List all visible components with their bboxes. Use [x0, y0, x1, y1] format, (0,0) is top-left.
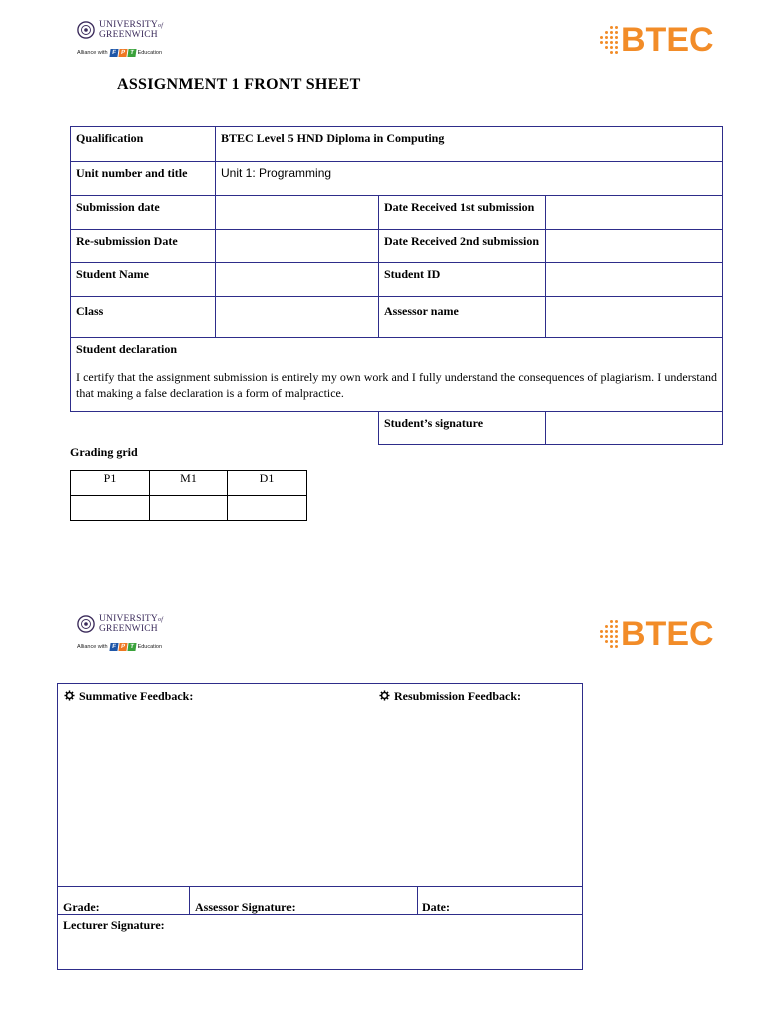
divider: [417, 886, 418, 914]
summative-feedback-area[interactable]: [64, 710, 364, 885]
divider: [58, 886, 582, 887]
gear-icon: [64, 690, 75, 701]
btec-logo-2: [600, 617, 714, 651]
class-label: Class: [71, 297, 216, 338]
resubmission-feedback-label: Resubmission Feedback:: [394, 689, 522, 703]
btec-wordmark: BTEC: [621, 615, 714, 653]
summative-feedback-heading: [64, 689, 193, 704]
university-logo: [77, 21, 163, 57]
date-received-2-label: Date Received 2nd submission: [379, 230, 546, 263]
alliance-line: Alliance with F P T Education: [77, 644, 163, 650]
class-field[interactable]: [216, 297, 379, 338]
fpt-logo: F P T: [110, 643, 136, 651]
grading-grid-title: Grading grid: [70, 445, 138, 459]
resubmission-date-label: Re-submission Date: [71, 230, 216, 263]
grade-cell-d1[interactable]: [228, 496, 307, 521]
grade-cell-p1[interactable]: [71, 496, 150, 521]
alliance-line: Alliance with F P T Education: [77, 50, 163, 56]
feedback-box: [57, 683, 583, 970]
gear-icon: [379, 690, 390, 701]
summative-feedback-label: Summative Feedback:: [79, 689, 194, 703]
student-id-field[interactable]: [546, 263, 723, 297]
university-crest-icon: [77, 615, 95, 633]
university-logo-2: [77, 615, 163, 651]
btec-dots-icon: [600, 26, 619, 55]
university-name: UNIVERSITYof GREENWICH: [99, 614, 164, 634]
divider: [189, 886, 190, 914]
qualification-label: Qualification: [71, 127, 216, 162]
signature-field[interactable]: [546, 412, 723, 445]
date-received-2-field[interactable]: [546, 230, 723, 263]
grade-header-p1: P1: [71, 471, 150, 496]
page-title: ASSIGNMENT 1 FRONT SHEET: [117, 76, 361, 93]
submission-date-field[interactable]: [216, 196, 379, 230]
grade-label: Grade:: [63, 900, 100, 914]
resubmission-date-field[interactable]: [216, 230, 379, 263]
student-name-field[interactable]: [216, 263, 379, 297]
assessor-signature-label: Assessor Signature:: [195, 900, 296, 914]
student-id-label: Student ID: [379, 263, 546, 297]
btec-wordmark: BTEC: [621, 21, 714, 59]
grade-cell-m1[interactable]: [150, 496, 228, 521]
submission-date-label: Submission date: [71, 196, 216, 230]
grade-header-m1: M1: [150, 471, 228, 496]
date-received-1-field[interactable]: [546, 196, 723, 230]
signature-label: Student’s signature: [379, 412, 546, 445]
grade-header-d1: D1: [228, 471, 307, 496]
divider: [58, 914, 582, 915]
resubmission-feedback-area[interactable]: [379, 710, 574, 885]
btec-dots-icon: [600, 620, 619, 649]
university-name: UNIVERSITYof GREENWICH: [99, 20, 164, 40]
unit-label: Unit number and title: [71, 162, 216, 196]
resubmission-feedback-heading: [379, 689, 521, 704]
date-received-1-label: Date Received 1st submission: [379, 196, 546, 230]
student-name-label: Student Name: [71, 263, 216, 297]
university-crest-icon: [77, 21, 95, 39]
declaration-cell: [71, 338, 723, 412]
btec-logo: [600, 23, 714, 57]
lecturer-signature-label: Lecturer Signature:: [63, 918, 165, 932]
declaration-title: Student declaration: [76, 342, 178, 356]
fpt-logo: F P T: [110, 49, 136, 57]
qualification-value: BTEC Level 5 HND Diploma in Computing: [216, 127, 723, 162]
date-label: Date:: [422, 900, 450, 914]
unit-value: Unit 1: Programming: [216, 162, 723, 196]
assessor-name-label: Assessor name: [379, 297, 546, 338]
front-sheet-table: [70, 126, 723, 445]
assessor-name-field[interactable]: [546, 297, 723, 338]
declaration-text: I certify that the assignment submission is entirely my own work and I fully understand the consequences of plagiarism. I understand that making a false declaration is a form of malpractice.: [76, 370, 718, 400]
grading-grid: [70, 470, 307, 521]
